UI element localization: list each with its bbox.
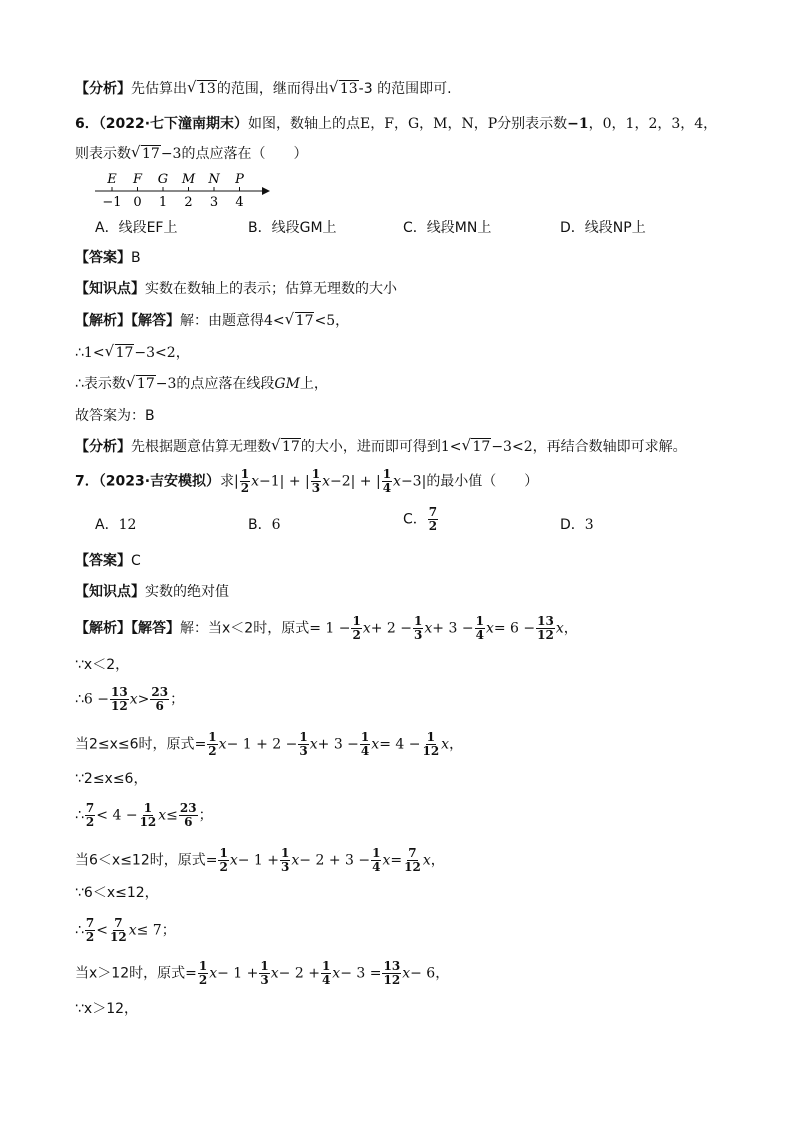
q6-stem-line2: 则表示数√ 17−3的点应落在（ ） [75, 144, 307, 164]
number-line-value-label: 3 [209, 195, 219, 210]
q6-analysis: 【分析】先根据题意估算无理数√ 17的大小，进而即可得到1<√ 17−3<2，再结合数轴即可求解。 [75, 437, 687, 457]
number-line-value-label: 0 [133, 195, 142, 210]
q6-knowledge: 【知识点】实数在数轴上的表示；估算无理数的大小 [75, 281, 397, 297]
number-line-value-label: 4 [235, 195, 244, 210]
number-line-point-label: F [132, 172, 143, 187]
q7-solution-8: ∵6＜x≤12， [75, 885, 159, 901]
q7-solution-5: ∵2≤x≤6， [75, 771, 148, 787]
q7-solution-7: 当6＜x≤12时，原式= $\frac{1}{2}$ x− 1 + $\frac{1}{3}$ x− 2 + 3 − $\frac{1}{4}$ x= $\frac{7}{12}$ x， [75, 846, 445, 874]
sqrt-13: √ 13 [330, 79, 359, 99]
q7-solution-1: 【解析】【解答】解：当x＜2时，原式= 1 − $\frac{1}{2}$ x+ 2 − $\frac{1}{3}$ x+ 3 − $\frac{1}{4}$ x= 6 − $\frac{13}{12}$ x， [75, 614, 578, 642]
q7-answer: 【答案】C [75, 553, 141, 569]
fraction: $\frac{7}{2}$ [428, 505, 438, 533]
arrow-icon [262, 187, 270, 195]
q7-option-a[interactable]: A．12 [95, 517, 137, 533]
sqrt-17: √ 17 [132, 144, 161, 164]
fraction: $\frac{1}{4}$ [382, 467, 392, 495]
number-line-point-label: G [157, 172, 169, 187]
q7-solution-2: ∵x＜2， [75, 657, 130, 673]
q6-option-b[interactable]: B．线段GM上 [248, 220, 337, 236]
q7-knowledge: 【知识点】实数的绝对值 [75, 584, 229, 600]
q7-option-b[interactable]: B．6 [248, 517, 281, 533]
q7-option-c[interactable]: C． $\frac{7}{2}$ [403, 505, 438, 533]
q6-stem-line1: 6．（2022·七下潼南期末）如图，数轴上的点E，F，G，M，N，P分别表示数−1，0，1，2，3，4， [75, 116, 718, 132]
q6-answer: 【答案】B [75, 250, 141, 266]
q6-solution-2: ∴1<√ 17−3<2， [75, 343, 190, 363]
number-line-point-label: E [107, 172, 117, 187]
sqrt-17: √ 17 [286, 311, 315, 331]
number-line-value-label: 1 [158, 195, 168, 210]
sqrt-17: √ 17 [127, 374, 156, 394]
number-line-point-label: M [181, 172, 196, 187]
fraction: $\frac{1}{2}$ [240, 467, 250, 495]
number-line-value-label: 2 [184, 195, 193, 210]
sqrt-13: √ 13 [188, 79, 217, 99]
q6-solution-1: 【解析】【解答】解：由题意得4<√ 17<5， [75, 311, 349, 331]
q6-option-d[interactable]: D．线段NP上 [560, 220, 646, 236]
q7-solution-3: ∴6 − $\frac{13}{12}$ x> $\frac{23}{6}$ ； [75, 685, 185, 713]
number-line-figure [90, 170, 280, 210]
q7-solution-4: 当2≤x≤6时，原式= $\frac{1}{2}$ x− 1 + 2 − $\frac{1}{3}$ x+ 3 − $\frac{1}{4}$ x= 4 − $\frac{1}{12}$ x， [75, 730, 464, 758]
q6-option-a[interactable]: A．线段EF上 [95, 220, 178, 236]
analysis-line-q5: 【分析】先估算出√ 13的范围，继而得出√ 13-3 的范围即可. [75, 79, 452, 99]
sqrt-17: √ 17 [462, 437, 491, 457]
fraction: $\frac{1}{3}$ [311, 467, 321, 495]
sqrt-17: √ 17 [272, 437, 301, 457]
q7-solution-11: ∵x＞12， [75, 1001, 139, 1017]
q6-solution-4: 故答案为：B [75, 408, 155, 424]
number-line-point-label: P [235, 172, 244, 187]
q7-option-d[interactable]: D．3 [560, 517, 594, 533]
q7-solution-9: ∴ $\frac{7}{2}$ < $\frac{7}{12}$ x≤ 7； [75, 916, 176, 944]
sqrt-17: √ 17 [106, 343, 135, 363]
q7-stem: 7．（2023·吉安模拟）求| $\frac{1}{2}$ x−1| + | $\frac{1}{3}$ x−2| + | $\frac{1}{4}$ x−3|的最小值（ ） [75, 467, 539, 495]
number-line-point-label: N [208, 172, 220, 187]
q7-solution-10: 当x＞12时，原式= $\frac{1}{2}$ x− 1 + $\frac{1}{3}$ x− 2 + $\frac{1}{4}$ x− 3 = $\frac{13}{12}$ x− 6， [75, 959, 450, 987]
number-line-value-label: −1 [102, 195, 122, 210]
q7-solution-6: ∴ $\frac{7}{2}$ < 4 − $\frac{1}{12}$ x≤ $\frac{23}{6}$ ； [75, 801, 213, 829]
q6-solution-3: ∴表示数√ 17−3的点应落在线段GM上， [75, 374, 328, 394]
q6-option-c[interactable]: C．线段MN上 [403, 220, 492, 236]
